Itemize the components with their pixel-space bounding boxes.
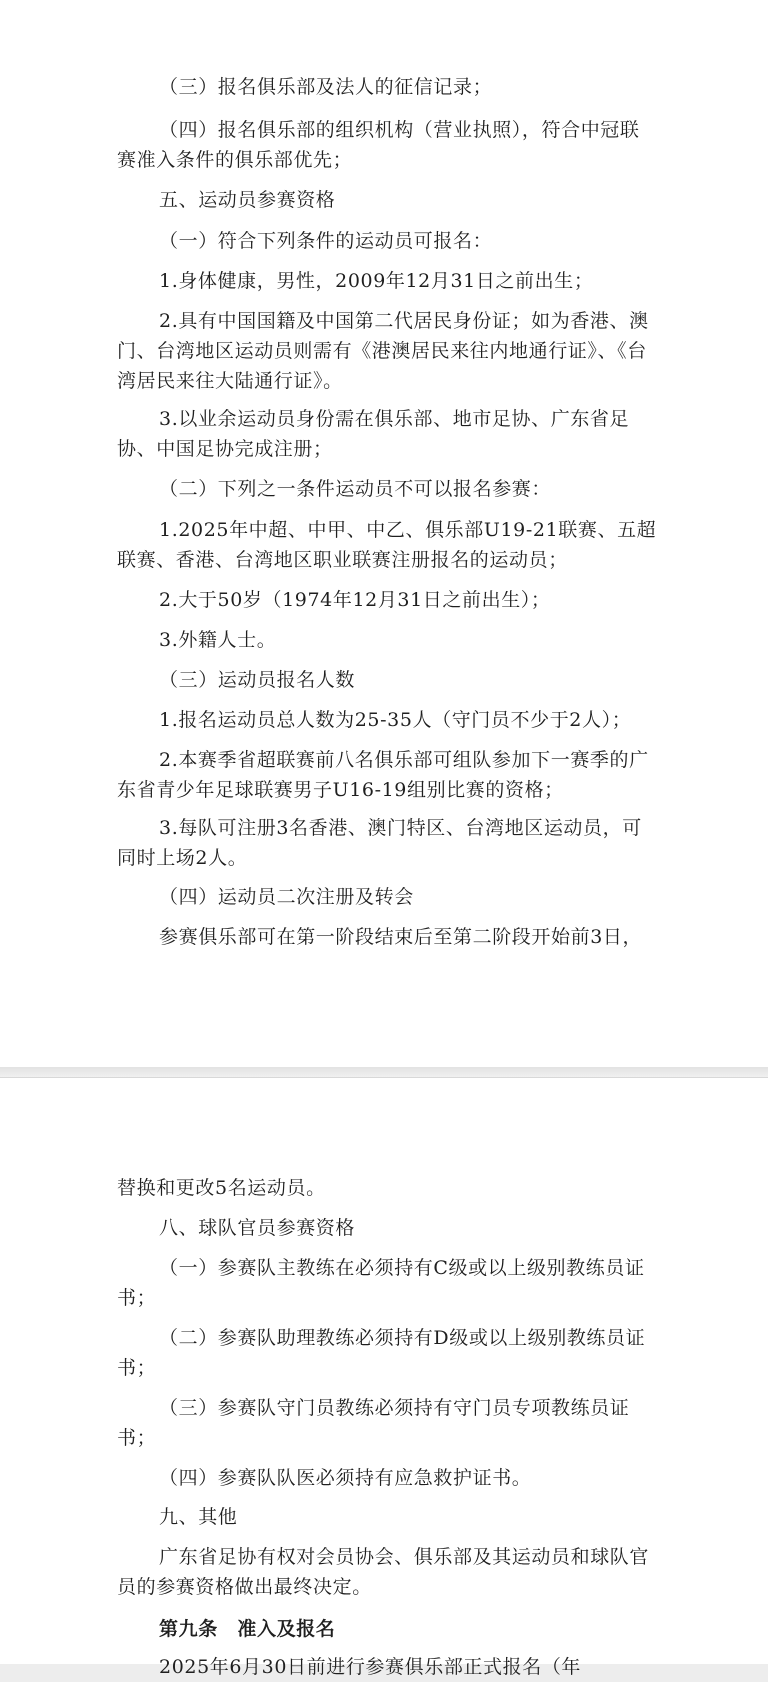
paragraph-final-decision: 广东省足协有权对会员协会、俱乐部及其运动员和球队官员的参赛资格做出最终决定。 bbox=[117, 1546, 650, 1598]
paragraph-head-coach-license: （一）参赛队主教练在必须持有C级或以上级别教练员证书； bbox=[117, 1257, 645, 1309]
paragraph-health-gender-birth: 1.身体健康，男性，2009年12月31日之前出生； bbox=[159, 270, 594, 292]
paragraph-ineligible-conditions: （二）下列之一条件运动员不可以报名参赛： bbox=[159, 478, 552, 500]
paragraph-registration-count-heading: （三）运动员报名人数 bbox=[159, 669, 356, 691]
paragraph-second-registration-heading: （四）运动员二次注册及转会 bbox=[159, 886, 414, 908]
paragraph-goalkeeper-coach-license: （三）参赛队守门员教练必须持有守门员专项教练员证书； bbox=[117, 1397, 630, 1449]
paragraph-total-athletes: 1.报名运动员总人数为25-35人（守门员不少于2人）； bbox=[159, 709, 632, 731]
paragraph-team-doctor-certificate: （四）参赛队队医必须持有应急救护证书。 bbox=[159, 1467, 532, 1489]
paragraph-formal-registration-deadline: 2025年6月30日前进行参赛俱乐部正式报名（年 bbox=[159, 1656, 582, 1678]
document-page-2 bbox=[0, 1077, 768, 1678]
paragraph-amateur-registration: 3.以业余运动员身份需在俱乐部、地市足协、广东省足协、中国足协完成注册； bbox=[117, 408, 630, 460]
paragraph-nationality-id: 2.具有中国国籍及中国第二代居民身份证；如为香港、澳门、台湾地区运动员则需有《港澳居民来往内地通行证》、《台湾居民来往大陆通行证》。 bbox=[117, 310, 649, 392]
paragraph-assistant-coach-license: （二）参赛队助理教练必须持有D级或以上级别教练员证书； bbox=[117, 1327, 646, 1379]
section-heading-athlete-eligibility: 五、运动员参赛资格 bbox=[159, 189, 336, 211]
paragraph-eligible-conditions: （一）符合下列条件的运动员可报名： bbox=[159, 230, 493, 252]
section-heading-team-officials: 八、球队官员参赛资格 bbox=[159, 1217, 356, 1239]
paragraph-age-limit: 2.大于50岁（1974年12月31日之前出生）； bbox=[159, 589, 551, 611]
paragraph-foreigners: 3.外籍人士。 bbox=[159, 629, 277, 651]
paragraph-club-credit-record: （三）报名俱乐部及法人的征信记录； bbox=[159, 76, 493, 98]
section-heading-other: 九、其他 bbox=[159, 1506, 238, 1528]
paragraph-top-eight-clubs: 2.本赛季省超联赛前八名俱乐部可组队参加下一赛季的广东省青少年足球联赛男子U16-19组别比赛的资格； bbox=[117, 749, 649, 801]
paragraph-second-registration-window: 参赛俱乐部可在第一阶段结束后至第二阶段开始前3日， bbox=[159, 926, 643, 948]
page-gap bbox=[0, 1067, 768, 1077]
paragraph-club-organization: （四）报名俱乐部的组织机构（营业执照），符合中冠联赛准入条件的俱乐部优先； bbox=[117, 119, 640, 171]
paragraph-professional-league-registrants: 1.2025年中超、中甲、中乙、俱乐部U19-21联赛、五超联赛、香港、台湾地区职业联赛注册报名的运动员； bbox=[117, 519, 657, 571]
paragraph-replace-athletes: 替换和更改5名运动员。 bbox=[117, 1177, 326, 1199]
paragraph-hk-macau-taiwan-athletes: 3.每队可注册3名香港、澳门特区、台湾地区运动员，可同时上场2人。 bbox=[117, 817, 642, 869]
article-heading-admission-registration: 第九条 准入及报名 bbox=[159, 1618, 336, 1640]
